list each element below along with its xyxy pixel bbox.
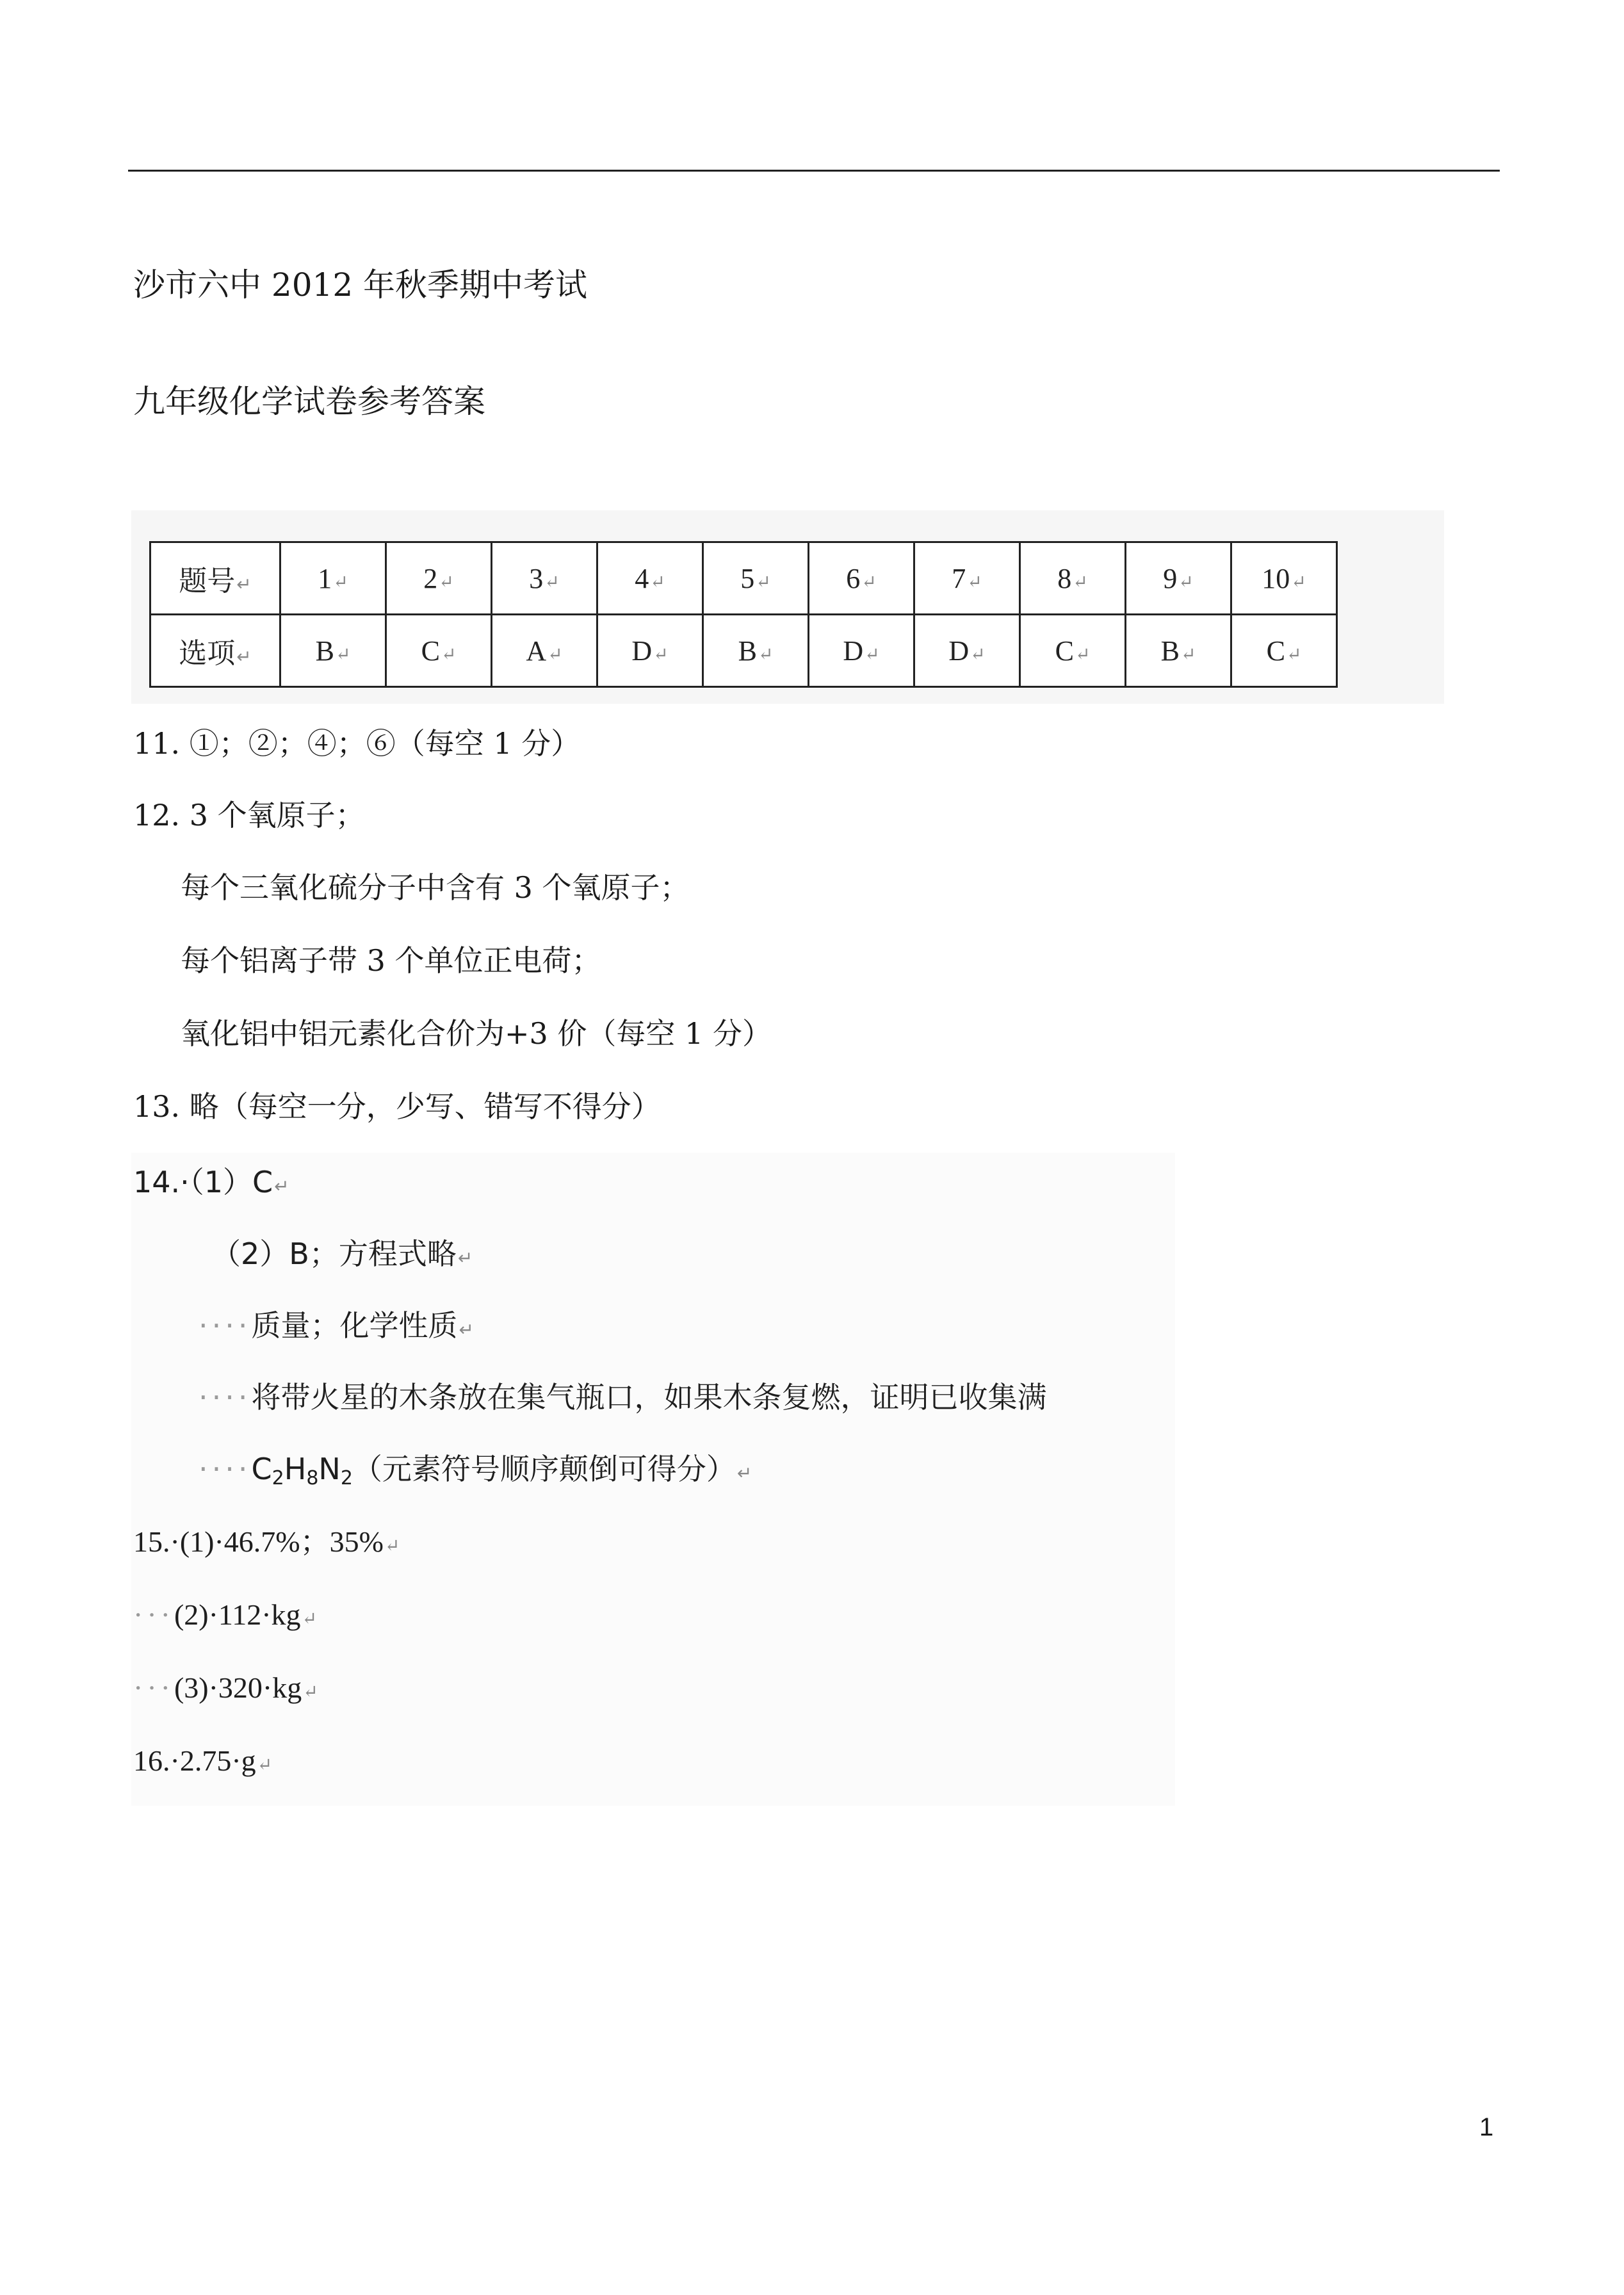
table-cell: D↵ [597, 615, 703, 687]
table-cell: 9↵ [1126, 542, 1231, 615]
table-cell: C↵ [1231, 615, 1337, 687]
table-cell: 4↵ [597, 542, 703, 615]
table-cell: D↵ [914, 615, 1020, 687]
answer-15-part-3: ···(3)·320·kg↵ [133, 1671, 318, 1704]
answer-11: 11. ①；②；④；⑥（每空 1 分） [133, 726, 581, 761]
table-cell: A↵ [492, 615, 597, 687]
table-cell: B↵ [703, 615, 809, 687]
answer-16: 16.·2.75·g↵ [133, 1744, 273, 1777]
table-cell: 5↵ [703, 542, 809, 615]
table-cell: B↵ [280, 615, 386, 687]
table-cell: 3↵ [492, 542, 597, 615]
answer-14-part-5: $\cdot\cdot\cdot\cdot C_2H_8N_2$（元素符号顺序颠倒可得分）↵ [199, 1452, 752, 1489]
page-subtitle: 九年级化学试卷参考答案 [133, 383, 485, 420]
table-row-numbers [150, 542, 1337, 615]
table-cell: 2↵ [386, 542, 492, 615]
answer-table [149, 541, 1338, 688]
answer-12-line-b: 每个铝离子带 3 个单位正电荷； [181, 943, 601, 978]
answer-14-part-1: 14.·（1）C↵ [133, 1165, 289, 1199]
answer-15-part-1: 15.·(1)·46.7%；35%↵ [133, 1525, 400, 1558]
table-cell: C↵ [1020, 615, 1126, 687]
answer-12-line-a: 每个三氧化硫分子中含有 3 个氧原子； [181, 870, 690, 905]
answer-12: 12. 3 个氧原子； [133, 798, 365, 832]
table-cell: 6↵ [809, 542, 914, 615]
row-header-number: 题号↵ [150, 542, 280, 615]
answer-12-line-c: 氧化铝中铝元素化合价为+3 价（每空 1 分） [181, 1016, 772, 1051]
table-row-choices [150, 615, 1337, 687]
answer-15-part-2: ···(2)·112·kg↵ [133, 1598, 318, 1631]
table-cell: C↵ [386, 615, 492, 687]
header-rule [128, 170, 1500, 172]
answer-14-part-2: （2）B；方程式略↵ [211, 1237, 473, 1271]
table-cell: B↵ [1126, 615, 1231, 687]
answer-14-part-4: ····将带火星的木条放在集气瓶口，如果木条复燃，证明已收集满 [199, 1380, 1047, 1415]
answer-14-part-3: ····质量；化学性质↵ [199, 1308, 474, 1343]
table-cell: 8↵ [1020, 542, 1126, 615]
table-cell: 7↵ [914, 542, 1020, 615]
row-header-choice: 选项↵ [150, 615, 280, 687]
chemical-formula: $C_2H_8N_2$ [251, 1452, 353, 1489]
answer-table-region [131, 510, 1444, 704]
answer-13: 13. 略（每空一分，少写、错写不得分） [133, 1089, 661, 1124]
table-cell: D↵ [809, 615, 914, 687]
table-cell: 1↵ [280, 542, 386, 615]
page-title: 沙市六中 2012 年秋季期中考试 [133, 266, 588, 304]
table-cell: 10↵ [1231, 542, 1337, 615]
page-number: 1 [1479, 2113, 1494, 2141]
